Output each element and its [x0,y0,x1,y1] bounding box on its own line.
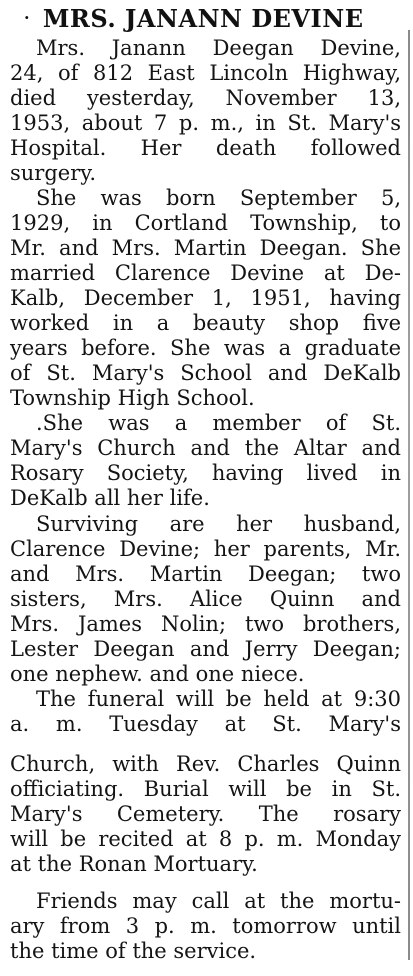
text-line: Mr. and Mrs. Martin Deegan. She [10,236,401,260]
text-line: of St. Mary's School and DeKalb [10,361,401,385]
text-line: Mrs. James Nolin; two brothers, [10,612,401,636]
text-line: married Clarence Devine at De- [10,261,401,285]
text-line: a. m. Tuesday at St. Mary's [10,712,401,736]
text-line: Hospital. Her death followed [10,136,401,160]
text-line: at the Ronan Mortuary. [10,852,258,876]
text-line: .She was a member of St. [36,411,401,435]
text-line: sisters, Mrs. Alice Quinn and [10,587,401,611]
text-line: one nephew. and one niece. [10,662,305,686]
text-line: surgery. [10,161,96,185]
text-line: Mary's Cemetery. The rosary [10,802,401,826]
text-line: Friends may call at the mortu- [36,889,401,913]
text-line: Church, with Rev. Charles Quinn [10,752,401,776]
headline-text: MRS. JANANN DEVINE [42,4,364,33]
obituary-headline [24,4,404,33]
text-line: Mary's Church and the Altar and [10,436,401,460]
text-line: 1953, about 7 p. m., in St. Mary's [10,111,401,135]
text-line: Township High School. [10,386,255,410]
text-line: years before. She was a graduate [10,336,401,360]
bullet-mark: · [24,8,31,27]
text-line: officiating. Burial will be in St. [10,777,401,801]
text-line: DeKalb all her life. [10,486,210,510]
clipping-edge [408,30,410,960]
text-line: Rosary Society, having lived in [10,461,401,485]
text-line: Mrs. Janann Deegan Devine, [36,36,401,60]
text-line: She was born September 5, [36,186,401,210]
text-line: 1929, in Cortland Township, to [10,211,401,235]
text-line: The funeral will be held at 9:30 [36,687,401,711]
text-line: ary from 3 p. m. tomorrow until [10,914,401,938]
text-line: Lester Deegan and Jerry Deegan; [10,637,401,661]
text-line: 24, of 812 East Lincoln Highway, [10,61,401,85]
text-line: the time of the service. [10,939,257,963]
text-line: Clarence Devine; her parents, Mr. [10,537,401,561]
text-line: will be recited at 8 p. m. Monday [10,827,401,851]
text-line: Kalb, December 1, 1951, having [10,286,401,310]
text-line: Surviving are her husband, [36,512,401,536]
text-line: died yesterday, November 13, [10,86,401,110]
text-line: worked in a beauty shop five [10,311,401,335]
text-line: and Mrs. Martin Deegan; two [10,562,401,586]
